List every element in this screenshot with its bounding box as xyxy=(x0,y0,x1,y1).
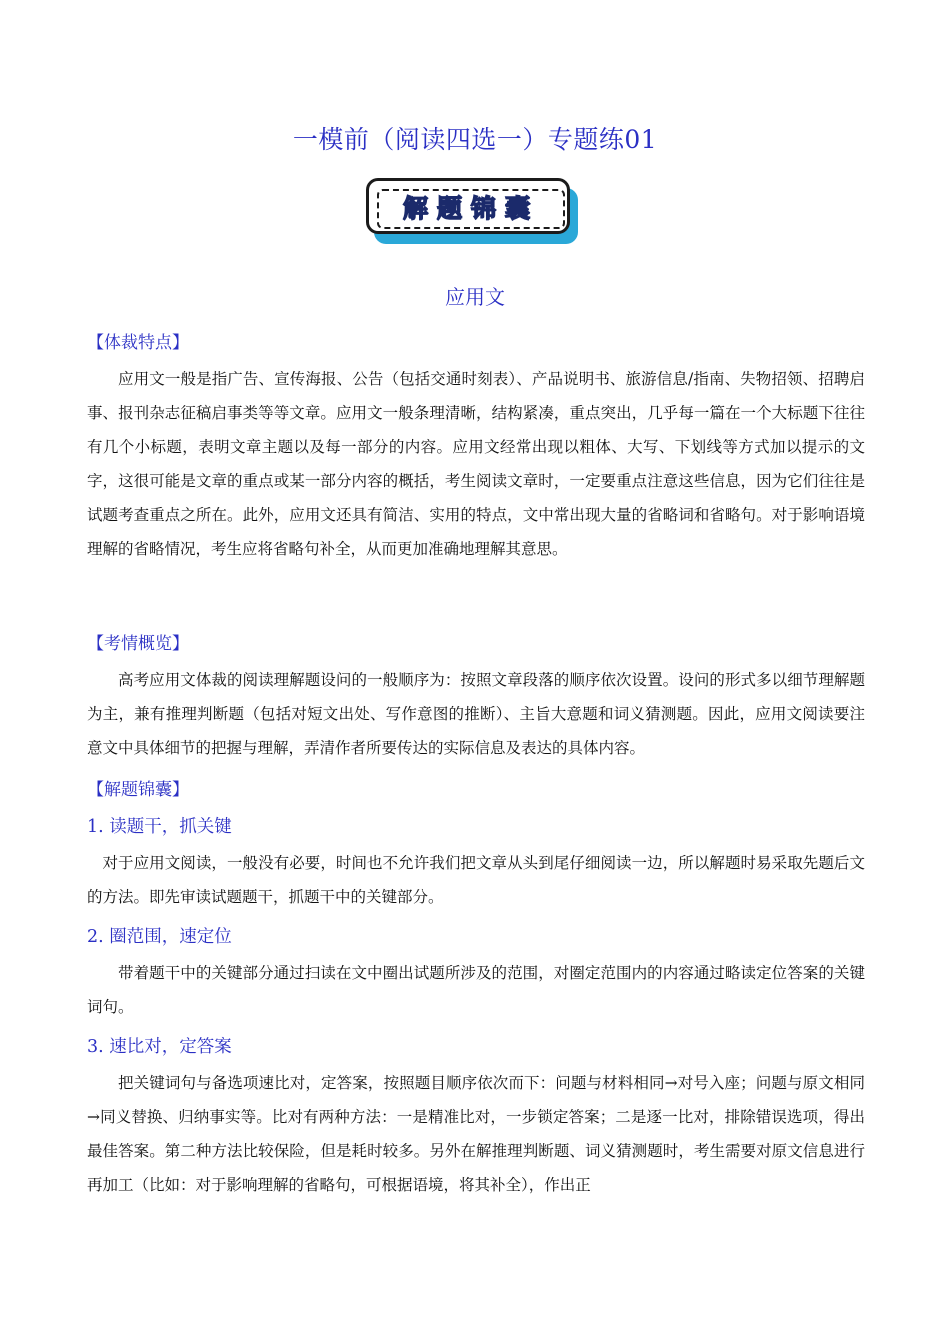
genre-label: 【体裁特点】 xyxy=(87,333,189,353)
step-3-paragraph: 把关键词句与备选项速比对，定答案，按照题目顺序依次而下：问题与材料相同→对号入座；问题与原文相同→同义替换、归纳事实等。比对有两种方法：一是精准比对，一步锁定答案；二是逐一比对，排除错误选项，得出最佳答案。第二种方法比较保险，但是耗时较多。另外在解推理判断题、词义猜测题时，考生需要对原文信息进行再加工（比如：对于影响理解的省略句，可根据语境，将其补全），作出正 xyxy=(87,1074,865,1194)
page-title: 一模前（阅读四选一）专题练01 xyxy=(292,125,658,154)
banner-label: 解题锦囊 xyxy=(377,189,565,229)
step-1-paragraph: 对于应用文阅读，一般没有必要，时间也不允许我们把文章从头到尾仔细阅读一边，所以解题时易采取先题后文的方法。即先审读试题题干，抓题干中的关键部分。 xyxy=(87,854,865,906)
overview-paragraph: 高考应用文体裁的阅读理解题设问的一般顺序为：按照文章段落的顺序依次设置。设问的形式多以细节理解题为主，兼有推理判断题（包括对短文出处、写作意图的推断）、主旨大意题和词义猜测题。因此，应用文阅读要注意文中具体细节的把握与理解，弄清作者所要传达的实际信息及表达的具体内容。 xyxy=(87,671,865,757)
tips-label: 【解题锦囊】 xyxy=(87,780,189,800)
banner-frame xyxy=(366,178,570,234)
step-1-heading: 1. 读题干，抓关键 xyxy=(87,817,232,837)
section-subtitle: 应用文 xyxy=(445,285,505,309)
genre-paragraph: 应用文一般是指广告、宣传海报、公告（包括交通时刻表）、产品说明书、旅游信息/指南、失物招领、招聘启事、报刊杂志征稿启事类等等文章。应用文一般条理清晰，结构紧凑，重点突出，几乎每一篇在一个大标题下往往有几个小标题，表明文章主题以及每一部分的内容。应用文经常出现以粗体、大写、下划线等方式加以提示的文字，这很可能是文章的重点或某一部分内容的概括，考生阅读文章时，一定要重点注意这些信息，因为它们往往是试题考查重点之所在。此外，应用文还具有简洁、实用的特点，文中常出现大量的省略词和省略句。对于影响语境理解的省略情况，考生应将省略句补全，从而更加准确地理解其意思。 xyxy=(87,370,865,558)
step-2-paragraph: 带着题干中的关键部分通过扫读在文中圈出试题所涉及的范围，对圈定范围内的内容通过略读定位答案的关键词句。 xyxy=(87,964,865,1016)
step-3-heading: 3. 速比对，定答案 xyxy=(87,1037,232,1057)
overview-label: 【考情概览】 xyxy=(87,634,189,654)
step-2-heading: 2. 圈范围，速定位 xyxy=(87,927,232,947)
tips-banner xyxy=(366,178,582,246)
